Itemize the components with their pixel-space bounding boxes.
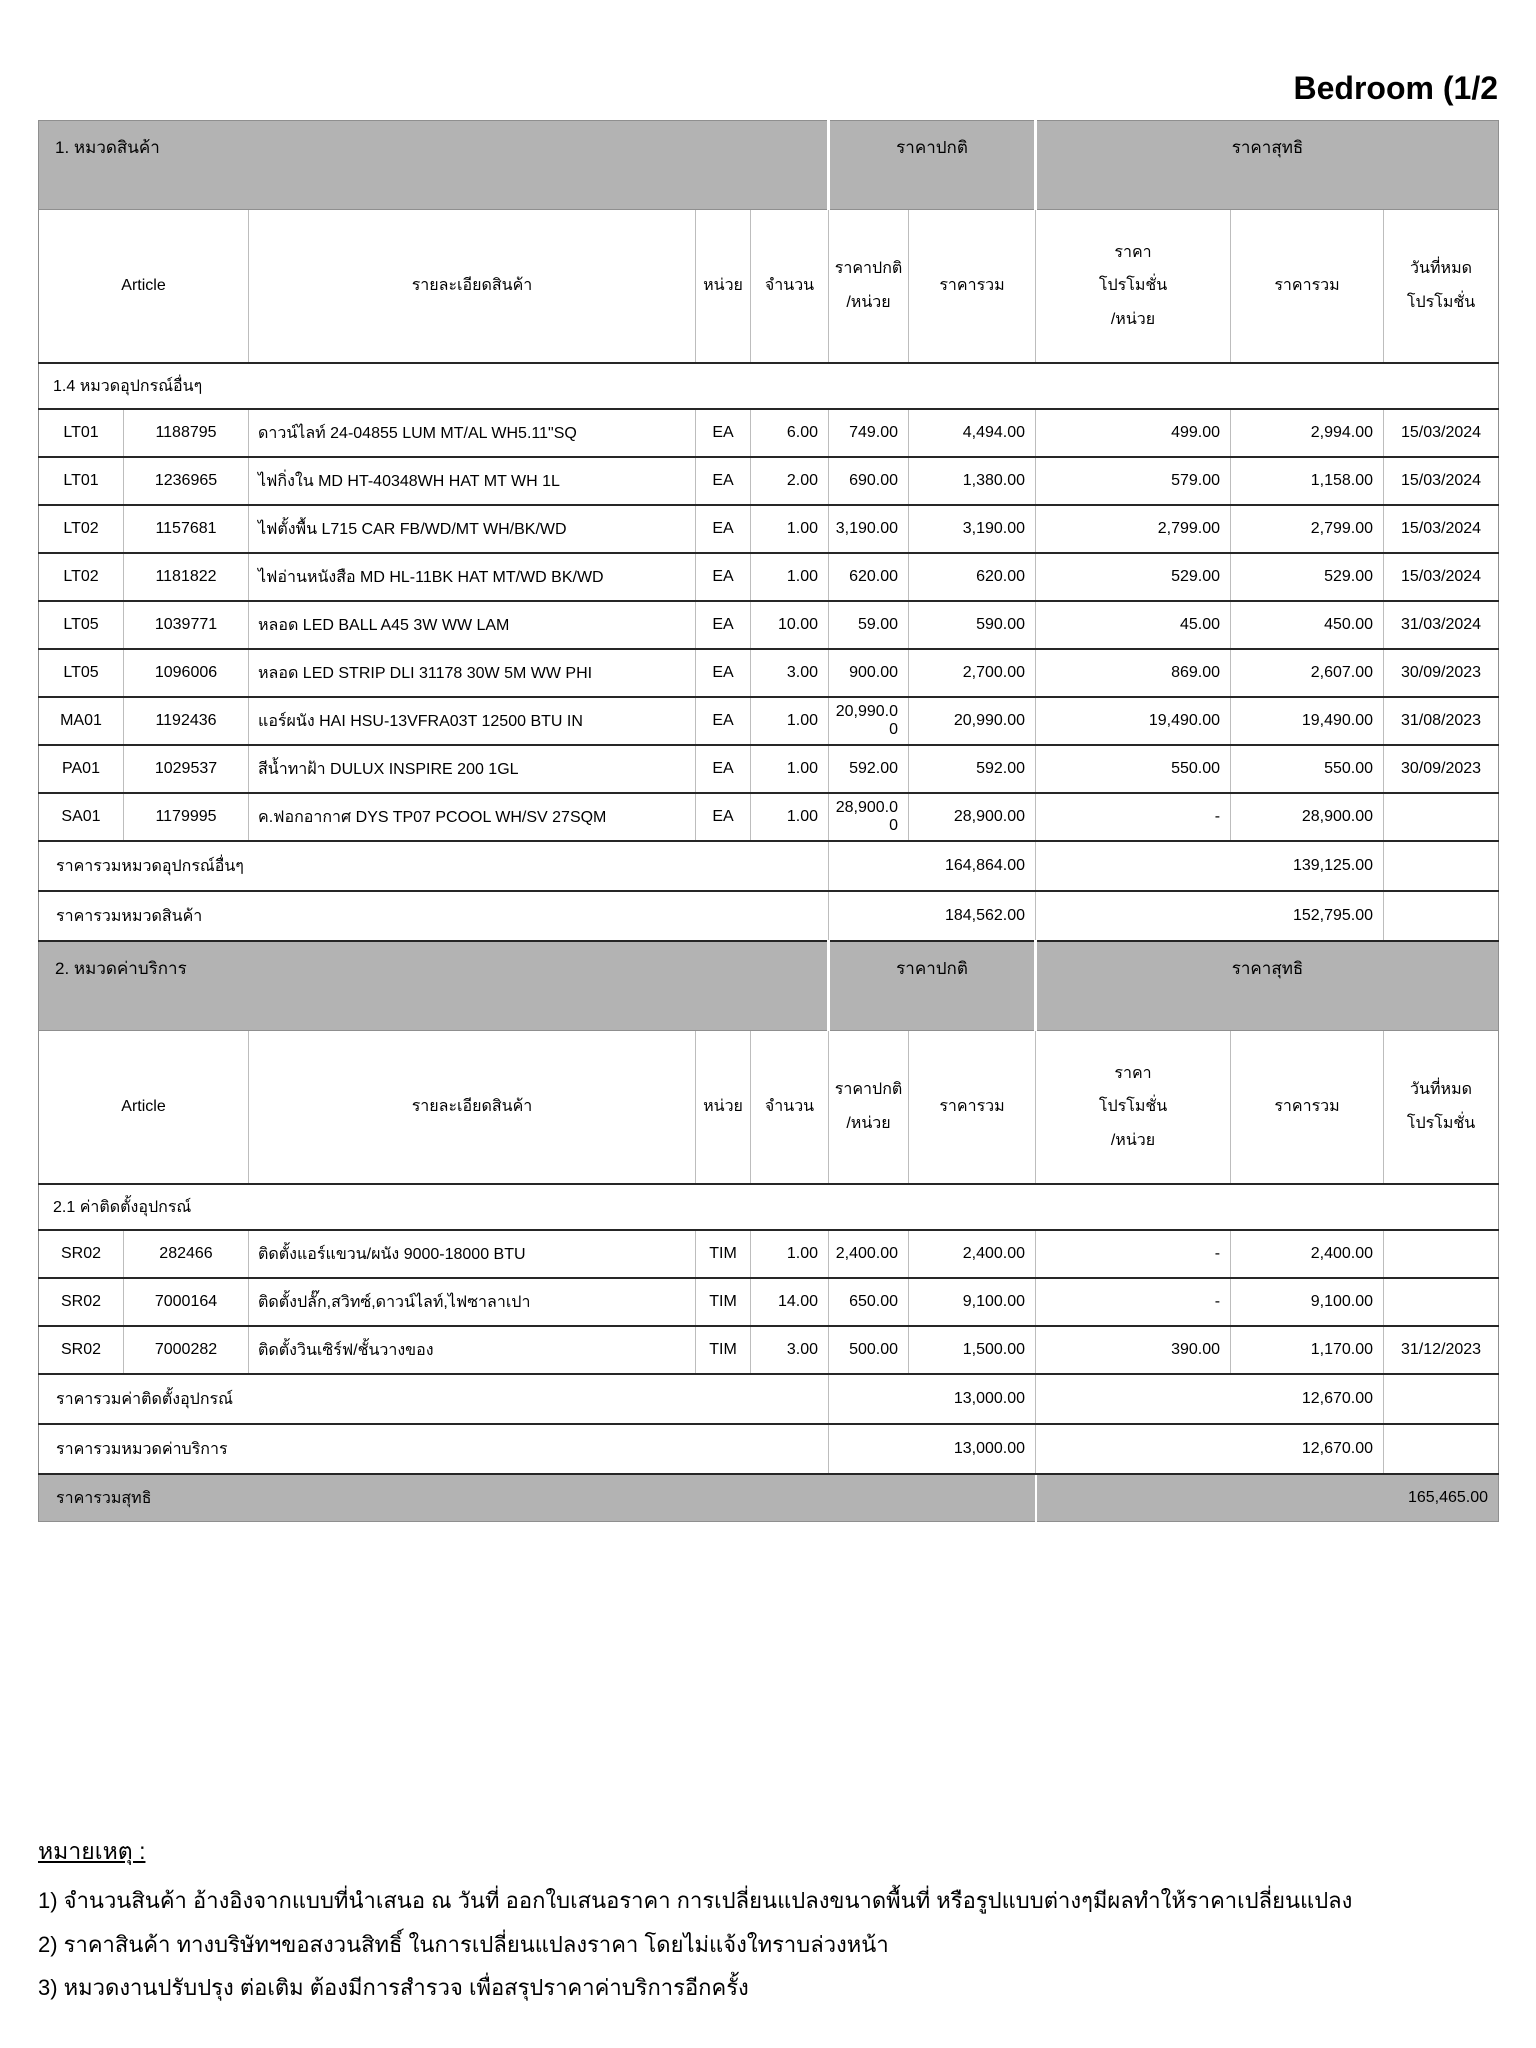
cell-article-number: 282466 [124, 1230, 249, 1278]
cell-unit: EA [696, 793, 751, 841]
cell-article-number: 1181822 [124, 553, 249, 601]
col-header-total: ราคารวม [909, 210, 1036, 364]
section1-total-row [39, 891, 1499, 941]
col-header-unit: หน่วย [696, 210, 751, 364]
cell-unit: EA [696, 409, 751, 457]
price-normal-group-header: ราคาปกติ [829, 941, 1036, 1031]
subsection2-row [39, 1184, 1499, 1230]
cell-promo-total-price: 450.00 [1231, 601, 1384, 649]
table-row [39, 601, 1499, 649]
cell-promo-total-price: 19,490.00 [1231, 697, 1384, 745]
cell-article-number: 1096006 [124, 649, 249, 697]
cell-unit: EA [696, 505, 751, 553]
cell-article-number: 1192436 [124, 697, 249, 745]
cell-promo-total-price: 550.00 [1231, 745, 1384, 793]
total-net-value: 152,795.00 [1036, 891, 1384, 941]
cell-price-per-unit: 749.00 [829, 409, 909, 457]
cell-article-number: 1179995 [124, 793, 249, 841]
grand-total-label: ราคารวมสุทธิ [39, 1474, 1036, 1522]
cell-description: ติดตั้งแอร์แขวน/ผนัง 9000-18000 BTU [249, 1230, 696, 1278]
cell-description: ไฟอ่านหนังสือ MD HL-11BK HAT MT/WD BK/WD [249, 553, 696, 601]
table-row [39, 505, 1499, 553]
cell-description: ติดตั้งวินเซิร์ฟ/ชั้นวางของ [249, 1326, 696, 1374]
total-expiry-empty [1384, 841, 1499, 891]
cell-price-per-unit: 59.00 [829, 601, 909, 649]
cell-promo-price-per-unit: - [1036, 793, 1231, 841]
cell-qty: 3.00 [751, 1326, 829, 1374]
column-header-row [39, 1031, 1499, 1185]
cell-promo-total-price: 9,100.00 [1231, 1278, 1384, 1326]
cell-article-number: 7000282 [124, 1326, 249, 1374]
cell-promo-price-per-unit: - [1036, 1230, 1231, 1278]
price-net-group-header: ราคาสุทธิ [1036, 941, 1499, 1031]
cell-promo-total-price: 1,158.00 [1231, 457, 1384, 505]
cell-promo-price-per-unit: 19,490.00 [1036, 697, 1231, 745]
note-item: 2) ราคาสินค้า ทางบริษัทฯขอสงวนสิทธิ์ ในการเปลี่ยนแปลงราคา โดยไม่แจ้งใทราบล่วงหน้า [38, 1931, 889, 1957]
col-header-line: วันที่หมด [1410, 260, 1472, 278]
cell-promo-expiry-date: 31/12/2023 [1384, 1326, 1499, 1374]
total-normal-value: 13,000.00 [829, 1374, 1036, 1424]
cell-article-code: LT01 [39, 457, 124, 505]
table-row [39, 793, 1499, 841]
total-net-value: 12,670.00 [1036, 1424, 1384, 1474]
col-header-description: รายละเอียดสินค้า [249, 1031, 696, 1185]
cell-description: ไฟกิ่งใน MD HT-40348WH HAT MT WH 1L [249, 457, 696, 505]
cell-article-number: 1236965 [124, 457, 249, 505]
cell-promo-price-per-unit: 45.00 [1036, 601, 1231, 649]
cell-promo-expiry-date: 31/08/2023 [1384, 697, 1499, 745]
col-header-line: โปรโมชั่น [1406, 294, 1476, 311]
cell-promo-price-per-unit: 550.00 [1036, 745, 1231, 793]
cell-article-code: LT02 [39, 505, 124, 553]
cell-total-price: 592.00 [909, 745, 1036, 793]
cell-price-per-unit: 592.00 [829, 745, 909, 793]
cell-article-code: SA01 [39, 793, 124, 841]
cell-description: ดาวน์ไลท์ 24-04855 LUM MT/AL WH5.11"SQ [249, 409, 696, 457]
cell-article-code: LT02 [39, 553, 124, 601]
total-expiry-empty [1384, 1374, 1499, 1424]
cell-unit: TIM [696, 1230, 751, 1278]
cell-total-price: 2,700.00 [909, 649, 1036, 697]
col-header-line: ราคาปกติ [834, 260, 903, 278]
cell-total-price: 620.00 [909, 553, 1036, 601]
cell-price-per-unit: 900.00 [829, 649, 909, 697]
cell-promo-price-per-unit: 499.00 [1036, 409, 1231, 457]
price-net-group-header: ราคาสุทธิ [1036, 121, 1499, 210]
col-header-line: /หน่วย [1110, 310, 1156, 328]
cell-qty: 1.00 [751, 793, 829, 841]
cell-description: หลอด LED STRIP DLI 31178 30W 5M WW PHI [249, 649, 696, 697]
cell-promo-expiry-date [1384, 793, 1499, 841]
table-row [39, 457, 1499, 505]
col-header-promo-total: ราคารวม [1231, 210, 1384, 364]
section1-subtotal-row [39, 841, 1499, 891]
cell-promo-total-price: 1,170.00 [1231, 1326, 1384, 1374]
col-header-line: โปรโมชั่น [1098, 277, 1168, 295]
cell-description: ติดตั้งปลั๊ก,สวิทซ์,ดาวน์ไลท์,ไฟซาลาเปา [249, 1278, 696, 1326]
note-item: 3) หมวดงานปรับปรุง ต่อเติม ต้องมีการสำรวจ เพื่อสรุปราคาค่าบริการอีกครั้ง [38, 1975, 749, 2001]
col-header-line: ราคา [1114, 1064, 1152, 1082]
cell-article-number: 7000164 [124, 1278, 249, 1326]
section1-rows [39, 409, 1499, 841]
cell-promo-price-per-unit: 390.00 [1036, 1326, 1231, 1374]
col-header-line: /หน่วย [846, 1115, 891, 1132]
table-row [39, 1230, 1499, 1278]
cell-promo-expiry-date: 15/03/2024 [1384, 457, 1499, 505]
cell-qty: 1.00 [751, 553, 829, 601]
grand-total-value: 165,465.00 [1036, 1474, 1499, 1522]
cell-article-code: SR02 [39, 1230, 124, 1278]
total-normal-value: 13,000.00 [829, 1424, 1036, 1474]
col-header-qty: จำนวน [751, 210, 829, 364]
cell-qty: 1.00 [751, 745, 829, 793]
cell-total-price: 590.00 [909, 601, 1036, 649]
cell-promo-price-per-unit: 579.00 [1036, 457, 1231, 505]
cell-promo-expiry-date [1384, 1278, 1499, 1326]
total-normal-value: 184,562.00 [829, 891, 1036, 941]
cell-qty: 6.00 [751, 409, 829, 457]
cell-promo-price-per-unit: 529.00 [1036, 553, 1231, 601]
cell-article-code: PA01 [39, 745, 124, 793]
table-row [39, 697, 1499, 745]
col-header-promo-expiry [1384, 210, 1499, 364]
table-row [39, 745, 1499, 793]
cell-total-price: 3,190.00 [909, 505, 1036, 553]
cell-promo-total-price: 28,900.00 [1231, 793, 1384, 841]
total-row-label: ราคารวมหมวดสินค้า [39, 891, 829, 941]
cell-qty: 14.00 [751, 1278, 829, 1326]
total-net-value: 12,670.00 [1036, 1374, 1384, 1424]
cell-qty: 2.00 [751, 457, 829, 505]
note-item: 1) จำนวนสินค้า อ้างอิงจากแบบที่นำเสนอ ณ วันที่ ออกใบเสนอราคา การเปลี่ยนแปลงขนาดพื้นที่ หรือรูปแบบต่างๆมีผลทำให้ราคาเปลี่ยนแปลง [38, 1888, 1353, 1913]
cell-article-code: LT05 [39, 649, 124, 697]
cell-qty: 1.00 [751, 505, 829, 553]
col-header-line: โปรโมชั่น [1098, 1098, 1168, 1116]
col-header-line: /หน่วย [846, 294, 891, 311]
col-header-price-per-unit [829, 1031, 909, 1185]
subsection2-title: 2.1 ค่าติดตั้งอุปกรณ์ [39, 1184, 1499, 1230]
cell-price-per-unit: 620.00 [829, 553, 909, 601]
col-header-promo-expiry [1384, 1031, 1499, 1185]
col-header-price-per-unit [829, 210, 909, 364]
col-header-promo-price [1036, 210, 1231, 364]
cell-price-per-unit: 690.00 [829, 457, 909, 505]
cell-unit: EA [696, 745, 751, 793]
column-header-row [39, 210, 1499, 364]
cell-article-code: LT01 [39, 409, 124, 457]
cell-price-per-unit: 500.00 [829, 1326, 909, 1374]
total-expiry-empty [1384, 891, 1499, 941]
cell-qty: 10.00 [751, 601, 829, 649]
section2-rows [39, 1230, 1499, 1374]
page-title: Bedroom (1/2 [1293, 70, 1498, 106]
section2-header-row [39, 941, 1499, 1031]
total-row-label: ราคารวมหมวดค่าบริการ [39, 1424, 829, 1474]
cell-description: สีน้ำทาฝ้า DULUX INSPIRE 200 1GL [249, 745, 696, 793]
cell-unit: EA [696, 649, 751, 697]
table-row [39, 649, 1499, 697]
cell-description: ค.ฟอกอากาศ DYS TP07 PCOOL WH/SV 27SQM [249, 793, 696, 841]
cell-article-code: MA01 [39, 697, 124, 745]
total-net-value: 139,125.00 [1036, 841, 1384, 891]
cell-promo-expiry-date: 15/03/2024 [1384, 409, 1499, 457]
cell-promo-expiry-date: 30/09/2023 [1384, 745, 1499, 793]
cell-unit: EA [696, 697, 751, 745]
cell-promo-price-per-unit: 869.00 [1036, 649, 1231, 697]
cell-total-price: 9,100.00 [909, 1278, 1036, 1326]
notes-heading: หมายเหตุ : [38, 1838, 146, 1864]
section2-subtotal-row [39, 1374, 1499, 1424]
cell-promo-total-price: 529.00 [1231, 553, 1384, 601]
cell-description: หลอด LED BALL A45 3W WW LAM [249, 601, 696, 649]
cell-total-price: 1,500.00 [909, 1326, 1036, 1374]
quotation-table [38, 120, 1499, 1522]
table-row [39, 1326, 1499, 1374]
section2-total-row [39, 1424, 1499, 1474]
cell-promo-price-per-unit: - [1036, 1278, 1231, 1326]
cell-description: แอร์ผนัง HAI HSU-13VFRA03T 12500 BTU IN [249, 697, 696, 745]
subsection1-row [39, 363, 1499, 409]
cell-price-per-unit: 3,190.00 [829, 505, 909, 553]
cell-price-per-unit: 2,400.00 [829, 1230, 909, 1278]
subsection1-title: 1.4 หมวดอุปกรณ์อื่นๆ [39, 363, 1499, 409]
cell-promo-total-price: 2,607.00 [1231, 649, 1384, 697]
cell-article-number: 1039771 [124, 601, 249, 649]
col-header-line: วันที่หมด [1410, 1081, 1472, 1099]
col-header-unit: หน่วย [696, 1031, 751, 1185]
cell-promo-expiry-date [1384, 1230, 1499, 1278]
cell-article-code: LT05 [39, 601, 124, 649]
cell-qty: 1.00 [751, 697, 829, 745]
col-header-article: Article [39, 210, 249, 364]
col-header-qty: จำนวน [751, 1031, 829, 1185]
col-header-promo-total: ราคารวม [1231, 1031, 1384, 1185]
col-header-line: /หน่วย [1110, 1131, 1156, 1149]
col-header-line: ราคา [1114, 243, 1152, 261]
section1-title: 1. หมวดสินค้า [39, 121, 829, 210]
cell-article-number: 1188795 [124, 409, 249, 457]
cell-article-number: 1029537 [124, 745, 249, 793]
cell-promo-expiry-date: 15/03/2024 [1384, 505, 1499, 553]
table-row [39, 409, 1499, 457]
notes-list [38, 1886, 1508, 2003]
cell-total-price: 4,494.00 [909, 409, 1036, 457]
total-normal-value: 164,864.00 [829, 841, 1036, 891]
cell-qty: 3.00 [751, 649, 829, 697]
cell-unit: EA [696, 601, 751, 649]
col-header-description: รายละเอียดสินค้า [249, 210, 696, 364]
cell-promo-expiry-date: 15/03/2024 [1384, 553, 1499, 601]
section1-header-row [39, 121, 1499, 210]
grand-total-row [39, 1474, 1499, 1522]
cell-promo-expiry-date: 30/09/2023 [1384, 649, 1499, 697]
total-row-label: ราคารวมหมวดอุปกรณ์อื่นๆ [39, 841, 829, 891]
col-header-line: ราคาปกติ [834, 1081, 903, 1099]
cell-total-price: 1,380.00 [909, 457, 1036, 505]
price-normal-group-header: ราคาปกติ [829, 121, 1036, 210]
cell-article-number: 1157681 [124, 505, 249, 553]
cell-promo-price-per-unit: 2,799.00 [1036, 505, 1231, 553]
total-expiry-empty [1384, 1424, 1499, 1474]
cell-promo-total-price: 2,799.00 [1231, 505, 1384, 553]
notes-section [38, 1834, 1508, 2017]
cell-price-per-unit: 650.00 [829, 1278, 909, 1326]
cell-article-code: SR02 [39, 1326, 124, 1374]
cell-unit: EA [696, 457, 751, 505]
cell-total-price: 28,900.00 [909, 793, 1036, 841]
cell-unit: EA [696, 553, 751, 601]
cell-price-per-unit: 20,990.00 [829, 697, 909, 745]
col-header-article: Article [39, 1031, 249, 1185]
cell-total-price: 20,990.00 [909, 697, 1036, 745]
cell-price-per-unit: 28,900.00 [829, 793, 909, 841]
cell-unit: TIM [696, 1326, 751, 1374]
cell-promo-total-price: 2,994.00 [1231, 409, 1384, 457]
cell-promo-expiry-date: 31/03/2024 [1384, 601, 1499, 649]
col-header-total: ราคารวม [909, 1031, 1036, 1185]
total-row-label: ราคารวมค่าติดตั้งอุปกรณ์ [39, 1374, 829, 1424]
cell-article-code: SR02 [39, 1278, 124, 1326]
col-header-promo-price [1036, 1031, 1231, 1185]
cell-total-price: 2,400.00 [909, 1230, 1036, 1278]
section2-title: 2. หมวดค่าบริการ [39, 941, 829, 1031]
col-header-line: โปรโมชั่น [1406, 1115, 1476, 1132]
cell-qty: 1.00 [751, 1230, 829, 1278]
cell-description: ไฟตั้งพื้น L715 CAR FB/WD/MT WH/BK/WD [249, 505, 696, 553]
table-row [39, 1278, 1499, 1326]
cell-unit: TIM [696, 1278, 751, 1326]
cell-promo-total-price: 2,400.00 [1231, 1230, 1384, 1278]
table-row [39, 553, 1499, 601]
